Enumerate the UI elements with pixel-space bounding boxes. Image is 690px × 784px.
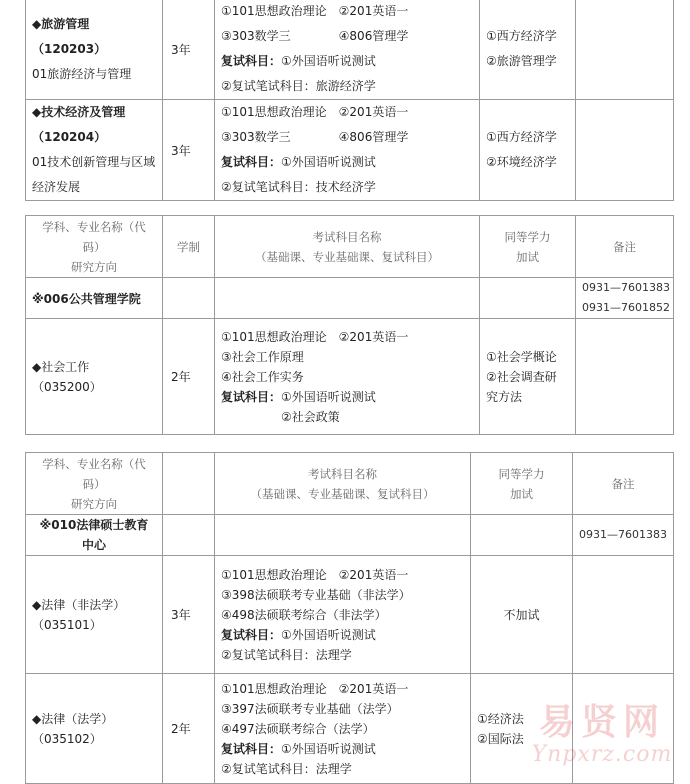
exam-subject: ④498法硕联考综合（非法学） (221, 607, 387, 622)
retest-subject: ②复试笔试科目：旅游经济学 (221, 79, 376, 93)
retest-subject: ①外国语听说测试 (281, 627, 376, 642)
extra-exam: ②旅游管理学 (486, 54, 557, 68)
exam-subjects-cell (215, 674, 471, 784)
retest-label: 复试科目： (221, 54, 282, 68)
table-public-administration (25, 215, 674, 435)
school-name: ※006公共管理学院 (26, 278, 163, 319)
extra-exam: ①社会学概论 (486, 349, 557, 364)
notes-cell (576, 319, 674, 435)
phone-number: 0931—7601383 (582, 281, 670, 294)
retest-subject: ②复试笔试科目：法理学 (221, 761, 352, 776)
header-exam-subjects: 考试科目名称 （基础课、专业基础课、复试科目） (215, 453, 471, 515)
exam-subject: ①101思想政治理论 ②201英语一 (221, 4, 409, 18)
extra-exam: ①西方经济学 (486, 29, 557, 43)
program-code: （120203） (32, 41, 107, 56)
retest-subject: ②社会政策 (281, 409, 340, 424)
exam-subject: ③社会工作原理 (221, 349, 304, 364)
table-graduate-programs-1 (25, 0, 674, 201)
exam-subjects-cell (215, 100, 480, 201)
table-row (26, 100, 674, 201)
research-direction: 经济发展 (32, 180, 81, 194)
extra-exam: ①西方经济学 (486, 130, 557, 144)
table-header-row (26, 216, 674, 278)
table-row (26, 556, 674, 674)
table-row (26, 0, 674, 100)
header-extra-exam: 同等学力 加试 (471, 453, 573, 515)
retest-subject: ②复试笔试科目：技术经济学 (221, 180, 376, 194)
retest-subject: ①外国语听说测试 (281, 155, 376, 169)
extra-exam: ①经济法 (477, 711, 524, 726)
header-notes: 备注 (576, 216, 674, 278)
table-row (26, 319, 674, 435)
program-name: ◆旅游管理 (32, 16, 90, 31)
program-name: ◆法律（法学） (32, 711, 114, 726)
exam-subject: ③303数学三 ④806管理学 (221, 130, 409, 144)
exam-subjects-cell (215, 319, 480, 435)
duration: 2年 (163, 319, 215, 435)
header-duration (163, 453, 215, 515)
exam-subject: ③397法硕联考专业基础（法学） (221, 701, 399, 716)
program-name: ◆法律（非法学） (32, 597, 126, 612)
retest-label: 复试科目： (221, 741, 282, 756)
header-notes: 备注 (573, 453, 674, 515)
program-cell (26, 100, 163, 201)
retest-subject: ②复试笔试科目：法理学 (221, 647, 352, 662)
exam-subject: ①101思想政治理论 ②201英语一 (221, 105, 409, 119)
notes-cell (576, 100, 674, 201)
extra-exam: ②环境经济学 (486, 155, 557, 169)
exam-subject: ④社会工作实务 (221, 369, 304, 384)
program-code: （035200） (32, 379, 102, 394)
program-code: （120204） (32, 130, 107, 144)
exam-subject: ①101思想政治理论 ②201英语一 (221, 681, 409, 696)
retest-label: 复试科目： (221, 627, 282, 642)
notes-cell (576, 0, 674, 100)
watermark-logo-text: 易贤网 (538, 701, 665, 743)
exam-subject: ③303数学三 ④806管理学 (221, 29, 409, 43)
extra-exam-cell (480, 100, 576, 201)
program-code: （035102） (32, 731, 102, 746)
program-name: ◆社会工作 (32, 359, 90, 374)
exam-subject: ④497法硕联考综合（法学） (221, 721, 375, 736)
school-row (26, 278, 674, 319)
header-program: 学科、专业名称（代 码） 研究方向 (26, 453, 163, 515)
program-cell (26, 674, 163, 784)
duration: 3年 (163, 0, 215, 100)
exam-subject: ①101思想政治理论 ②201英语一 (221, 567, 409, 582)
exam-subjects-cell (215, 556, 471, 674)
extra-exam-cell (480, 0, 576, 100)
extra-exam-cell (480, 319, 576, 435)
duration: 3年 (163, 100, 215, 201)
school-name: ※010法律硕士教育 中心 (26, 515, 163, 556)
extra-exam-cell (471, 674, 573, 784)
exam-subjects-cell (215, 0, 480, 100)
header-exam-subjects: 考试科目名称 （基础课、专业基础课、复试科目） (215, 216, 480, 278)
research-direction: 01技术创新管理与区域 (32, 155, 156, 169)
duration: 2年 (163, 674, 215, 784)
notes-cell (573, 674, 674, 784)
watermark-url: Ynpxrz.com (531, 742, 673, 767)
phone-number: 0931—7601852 (582, 301, 670, 314)
program-code: （035101） (32, 617, 102, 632)
exam-subject: ③398法硕联考专业基础（非法学） (221, 587, 411, 602)
header-extra-exam: 同等学力 加试 (480, 216, 576, 278)
table-law-masters (25, 452, 674, 784)
table-header-row (26, 453, 674, 515)
retest-subject: ①外国语听说测试 (281, 389, 376, 404)
header-program: 学科、专业名称（代 码） 研究方向 (26, 216, 163, 278)
program-cell (26, 0, 163, 100)
research-direction: 01旅游经济与管理 (32, 66, 132, 81)
retest-subject: ①外国语听说测试 (281, 741, 376, 756)
retest-subject: ①外国语听说测试 (281, 54, 376, 68)
extra-exam: 不加试 (471, 556, 573, 674)
table-row (26, 674, 674, 784)
phone-number: 0931—7601383 (579, 528, 667, 541)
retest-label: 复试科目： (221, 155, 282, 169)
extra-exam: ②社会调查研 (486, 369, 557, 384)
extra-exam: 究方法 (486, 389, 523, 404)
duration: 3年 (163, 556, 215, 674)
notes-cell (573, 556, 674, 674)
header-duration: 学制 (163, 216, 215, 278)
notes-cell (576, 278, 674, 319)
extra-exam: ②国际法 (477, 731, 524, 746)
program-name: ◆技术经济及管理 (32, 105, 126, 119)
exam-subject: ①101思想政治理论 ②201英语一 (221, 329, 409, 344)
program-cell (26, 319, 163, 435)
school-row (26, 515, 674, 556)
retest-label: 复试科目： (221, 389, 282, 404)
program-cell (26, 556, 163, 674)
notes-cell (573, 515, 674, 556)
